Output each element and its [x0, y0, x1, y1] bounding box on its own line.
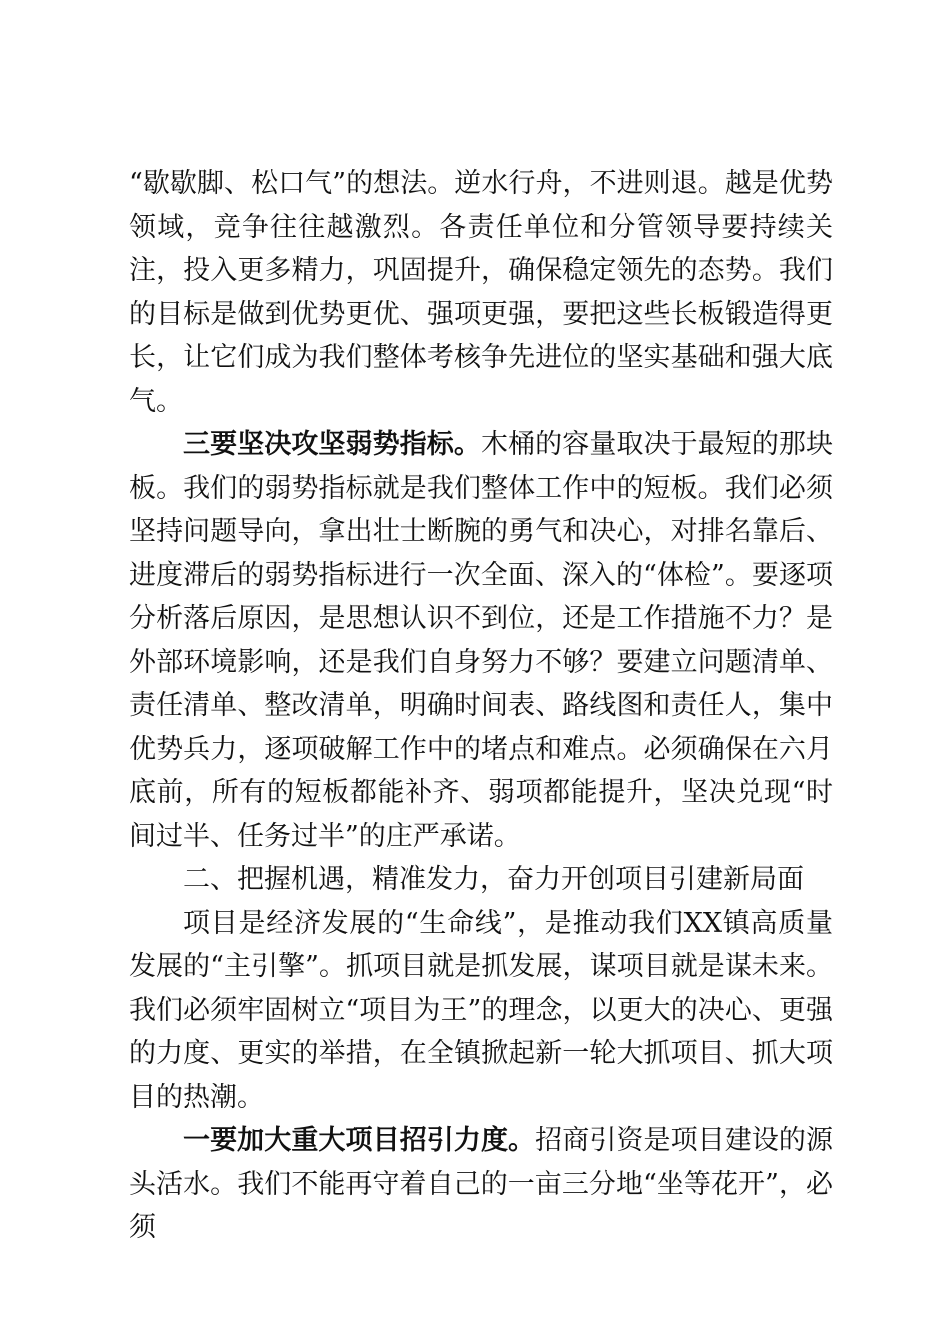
paragraph-lead-weak-indicators: 三要坚决攻坚弱势指标。 — [183, 429, 481, 460]
paragraph-body-major-projects: 招商引资是项目建设的源头活水。我们不能再守着自己的一亩三分地“坐等花开”，必须 — [129, 1125, 834, 1243]
document-body — [129, 162, 833, 1250]
paragraph-projects: 项目是经济发展的“生命线”，是推动我们XX镇高质量发展的“主引擎”。抓项目就是抓发展，谋项目就是谋未来。我们必须牢固树立“项目为王”的理念，以更大的决心、更强的力度、更实的举措，在全镇掀起新一轮大抓项目、抓大项目的热潮。 — [129, 907, 833, 1113]
paragraph-weak-indicators — [129, 423, 833, 858]
paragraph-body-weak-indicators: 木桶的容量取决于最短的那块板。我们的弱势指标就是我们整体工作中的短板。我们必须坚持问题导向，拿出壮士断腕的勇气和决心，对排名靠后、进度滞后的弱势指标进行一次全面、深入的“体检”。要逐项分析落后原因，是思想认识不到位，还是工作措施不力？是外部环境影响，还是我们自身努力不够？要建立问题清单、责任清单、整改清单，明确时间表、路线图和责任人，集中优势兵力，逐项破解工作中的堵点和难点。必须确保在六月底前，所有的短板都能补齐、弱项都能提升，坚决兑现“时间过半、任务过半”的庄严承诺。 — [129, 429, 834, 852]
section-heading-two: 二、把握机遇，精准发力，奋力开创项目引建新局面 — [183, 864, 804, 895]
paragraph-lead-major-projects: 一要加大重大项目招引力度。 — [183, 1125, 536, 1156]
paragraph-major-projects — [129, 1119, 833, 1250]
paragraph-continued: “歇歇脚、松口气”的想法。逆水行舟，不进则退。越是优势领域，竞争往往越激烈。各责任单位和分管领导要持续关注，投入更多精力，巩固提升，确保稳定领先的态势。我们的目标是做到优势更优、强项更强，要把这些长板锻造得更长，让它们成为我们整体考核争先进位的坚实基础和强大底气。 — [129, 168, 833, 417]
